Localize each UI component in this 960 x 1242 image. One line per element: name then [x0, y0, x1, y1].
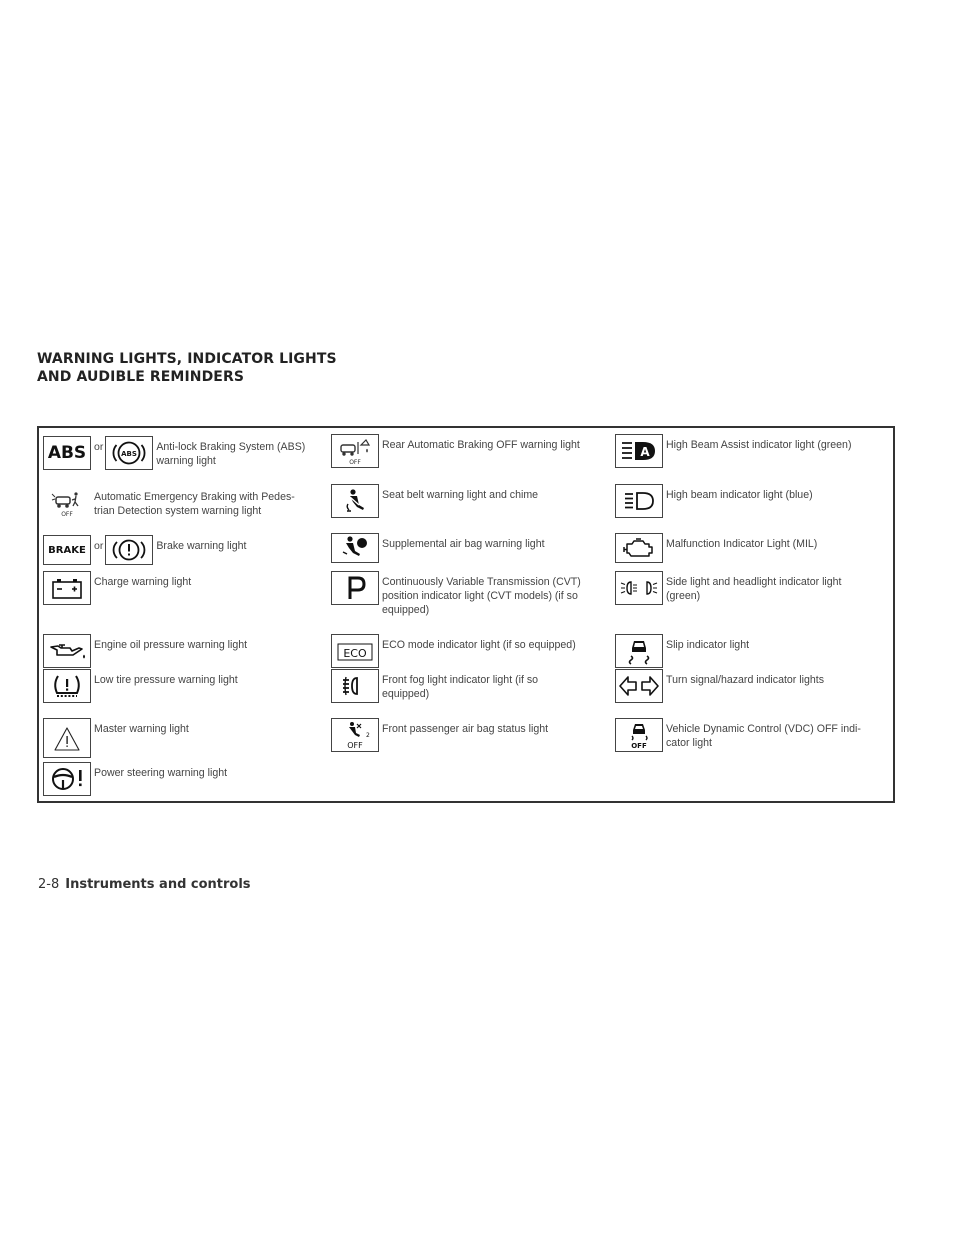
eco-mode-label: ECO mode indicator light (if so equipped) [382, 639, 576, 651]
high-beam-assist-icon [615, 434, 663, 468]
vdc-off-label: Vehicle Dynamic Control (VDC) OFF indi- cator light [666, 723, 861, 749]
master-warning-label: Master warning light [94, 723, 189, 735]
tire-pressure-icon [43, 669, 91, 703]
page-footer [38, 877, 251, 892]
seatbelt-label: Seat belt warning light and chime [382, 489, 539, 501]
slip-indicator-label: Slip indicator light [666, 639, 750, 651]
vdc-off-entry [615, 718, 861, 752]
rear-braking-off-icon [331, 434, 379, 468]
svg-text:2: 2 [366, 732, 370, 739]
abs-circle-icon [105, 436, 153, 470]
power-steering-icon [43, 762, 91, 796]
high-beam-entry [615, 484, 813, 518]
svg-text:ECO: ECO [343, 647, 367, 660]
charge-warning-entry [43, 571, 191, 605]
turn-signal-label: Turn signal/hazard indicator lights [666, 674, 825, 686]
abs-warning-entry: ABS or ABS Anti-lock Braking System (ABS) warning light [43, 436, 305, 470]
vdc-off-icon [615, 718, 663, 752]
svg-text:OFF: OFF [347, 741, 363, 750]
mil-entry [615, 533, 817, 563]
high-beam-assist-entry [615, 434, 851, 468]
eco-mode-entry [331, 634, 576, 668]
cvt-indicator-entry [331, 571, 581, 617]
oil-pressure-entry [43, 634, 247, 668]
high-beam-label: High beam indicator light (blue) [666, 489, 813, 501]
passenger-airbag-off-icon [331, 718, 379, 752]
abs-warning-label: Anti-lock Braking System (ABS) warning light [156, 441, 306, 467]
brake-circle-icon [105, 535, 153, 565]
mil-label: Malfunction Indicator Light (MIL) [666, 538, 818, 550]
oil-pressure-label: Engine oil pressure warning light [94, 639, 248, 651]
page-title: WARNING LIGHTS, INDICATOR LIGHTS AND AUDIBLE REMINDERS [37, 351, 337, 385]
svg-text:OFF: OFF [349, 459, 361, 466]
tire-pressure-label: Low tire pressure warning light [94, 674, 238, 686]
passenger-airbag-label: Front passenger air bag status light [382, 723, 549, 735]
side-light-label: Side light and headlight indicator light (green) [666, 576, 842, 602]
svg-text:ABS: ABS [121, 450, 138, 458]
engine-check-icon [615, 533, 663, 563]
tire-pressure-entry [43, 669, 238, 703]
power-steering-label: Power steering warning light [94, 767, 228, 779]
front-fog-label: Front fog light indicator light (if so equipped) [382, 674, 539, 700]
cvt-position-icon [331, 571, 379, 605]
svg-text:OFF: OFF [631, 742, 647, 750]
brake-text-icon: BRAKE [43, 535, 91, 565]
warning-lights-panel [37, 426, 895, 803]
aeb-warning-label: Automatic Emergency Braking with Pedes- trian Detection system warning light [94, 491, 295, 517]
power-steering-entry [43, 762, 227, 796]
side-light-entry [615, 571, 842, 605]
svg-text:OFF: OFF [61, 511, 73, 518]
seatbelt-entry [331, 484, 538, 518]
rab-off-label: Rear Automatic Braking OFF warning light [382, 439, 580, 451]
aeb-pedestrian-icon [43, 486, 91, 520]
oil-can-icon [43, 634, 91, 668]
cvt-indicator-label: Continuously Variable Transmission (CVT) position indicator light (CVT models) (if so equipped) [382, 576, 581, 616]
airbag-entry [331, 533, 545, 563]
airbag-icon [331, 533, 379, 563]
brake-warning-entry: BRAKE or Brake warning light [43, 535, 246, 565]
airbag-label: Supplemental air bag warning light [382, 538, 545, 550]
aeb-warning-entry [43, 486, 295, 520]
front-fog-icon [331, 669, 379, 703]
section-name: Instruments and controls [65, 877, 251, 892]
charge-warning-label: Charge warning light [94, 576, 192, 588]
side-light-icon [615, 571, 663, 605]
abs-text-icon: ABS [43, 436, 91, 470]
svg-text:A: A [640, 445, 650, 459]
master-warning-entry [43, 718, 189, 758]
turn-signal-arrows-icon [615, 669, 663, 703]
page-number: 2-8 [38, 877, 60, 892]
master-warning-triangle-icon [43, 718, 91, 758]
eco-icon [331, 634, 379, 668]
rab-off-entry [331, 434, 580, 468]
slip-indicator-entry [615, 634, 749, 668]
front-fog-entry [331, 669, 538, 703]
slip-icon [615, 634, 663, 668]
seatbelt-icon [331, 484, 379, 518]
turn-signal-entry [615, 669, 824, 703]
brake-warning-label: Brake warning light [156, 540, 247, 552]
battery-icon [43, 571, 91, 605]
high-beam-assist-label: High Beam Assist indicator light (green) [666, 439, 852, 451]
passenger-airbag-entry [331, 718, 548, 752]
high-beam-icon [615, 484, 663, 518]
